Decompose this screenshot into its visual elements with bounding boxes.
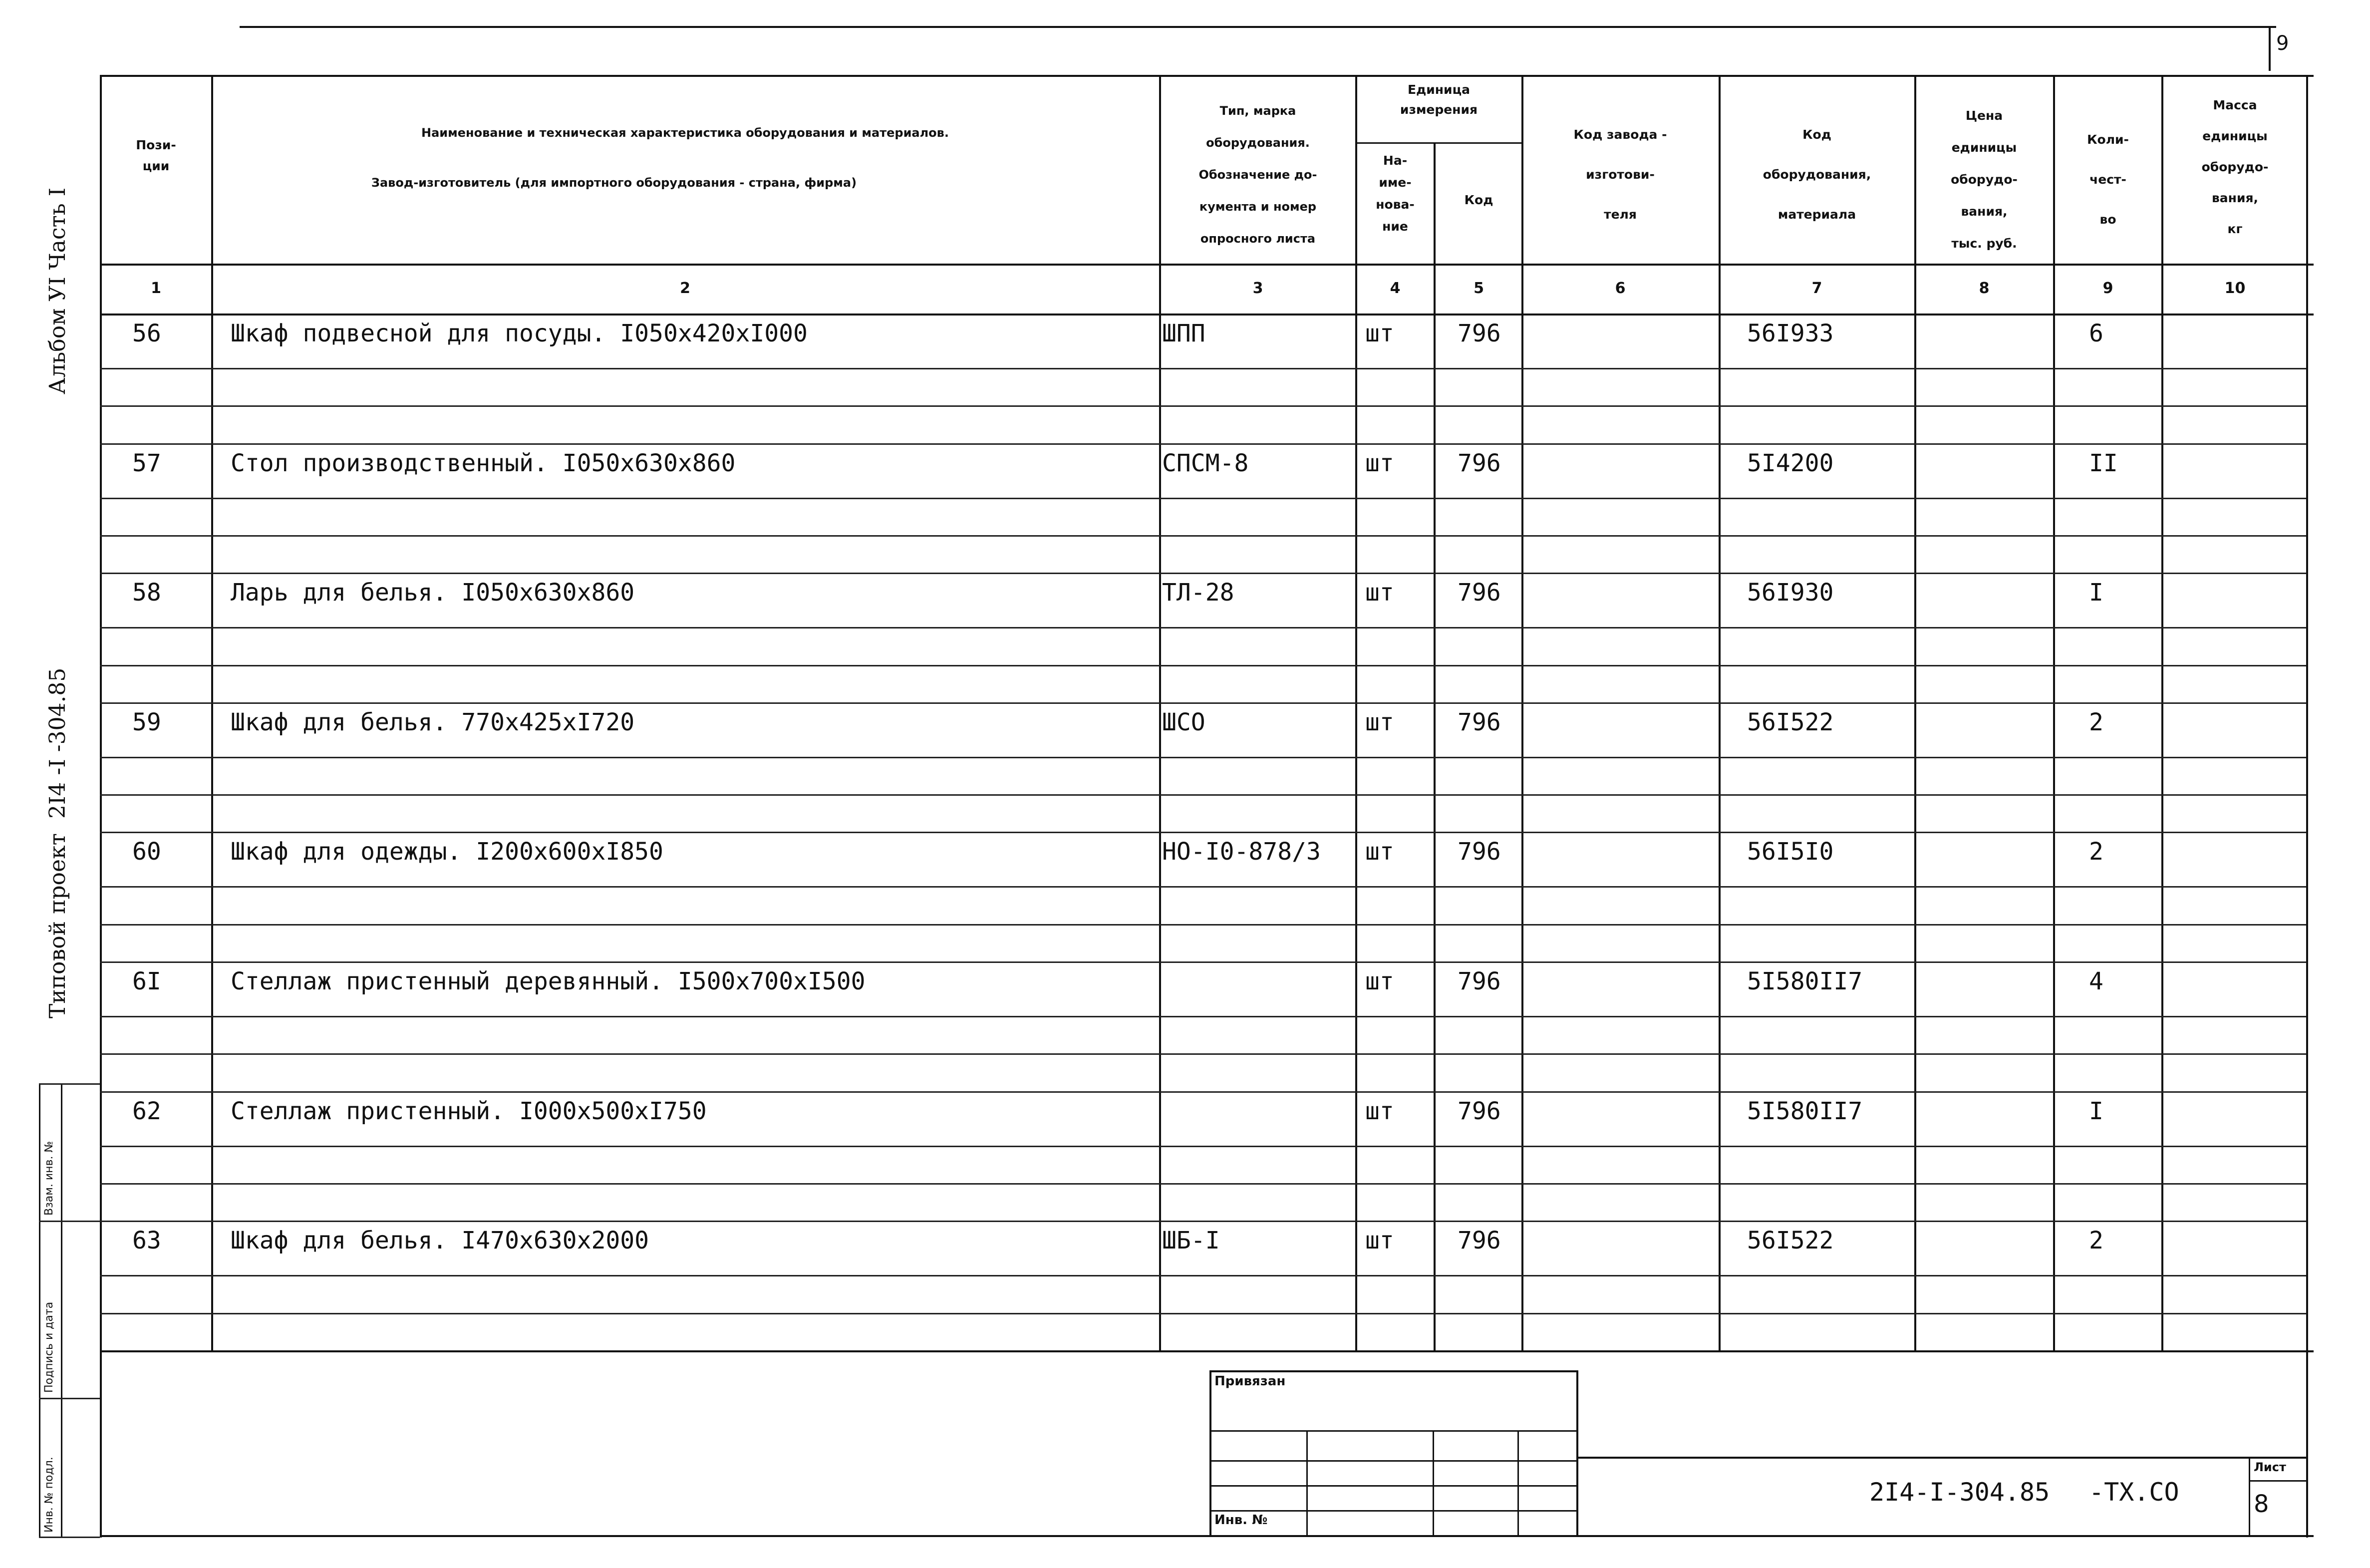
document-code: 2I4-I-304.85 (1869, 1478, 2050, 1507)
page-number: 9 (2276, 32, 2289, 55)
equipment-code-cell: 56I5I0 (1747, 838, 1834, 866)
position-cell: 62 (132, 1097, 161, 1125)
name-cell: Стеллаж пристенный. I000x500xI750 (231, 1097, 707, 1125)
title-line-1 (1209, 1430, 1576, 1432)
header-name-sub: Завод-изготовитель (для импортного оборудования - страна, фирма) (371, 176, 857, 190)
type-cell: СПСМ-8 (1162, 449, 1249, 477)
row-separator (100, 832, 2306, 833)
side-project-number: 2I4 -I -304.85 (45, 667, 70, 819)
unit-cell: шт (1365, 449, 1394, 477)
row-separator (100, 1275, 2306, 1276)
stamp-strip-bottom (39, 1537, 100, 1538)
title-right-border (1576, 1370, 1578, 1535)
type-cell: ТЛ-28 (1162, 579, 1234, 607)
header-price: Цена единицы оборудо- вания, тыс. руб. (1951, 108, 2018, 251)
row-separator (100, 405, 2306, 407)
header-name: Наименование и техническая характеристика оборудования и материалов. (421, 126, 949, 140)
unit-code-cell: 796 (1458, 967, 1501, 995)
col-divider-5 (1521, 75, 1523, 1350)
row-separator (100, 498, 2306, 499)
quantity-cell: I (2089, 1097, 2103, 1125)
unit-subheader-line (1355, 142, 1521, 144)
row-separator (100, 627, 2306, 628)
quantity-cell: 2 (2089, 708, 2103, 736)
title-col-2 (1433, 1430, 1434, 1535)
col-divider-1 (211, 75, 213, 1350)
type-cell: ШБ-I (1162, 1227, 1220, 1255)
title-line-4 (1209, 1510, 1576, 1512)
header-quantity: Коли- чест- во (2087, 132, 2129, 227)
table-bottom-border (100, 1350, 2314, 1352)
row-separator (100, 1313, 2306, 1314)
title-top-border (1209, 1370, 1576, 1372)
page-number-box-left (2269, 26, 2271, 71)
row-separator (100, 924, 2306, 926)
stamp-strip-mid (61, 1083, 62, 1538)
col-divider-9 (2161, 75, 2163, 1350)
row-separator (100, 1091, 2306, 1093)
colnum-8: 8 (1979, 280, 1990, 297)
type-cell: ШПП (1162, 319, 1205, 347)
unit-cell: шт (1365, 708, 1394, 736)
row-separator (100, 961, 2306, 963)
unit-code-cell: 796 (1458, 449, 1501, 477)
position-cell: 63 (132, 1227, 161, 1255)
colnum-5: 5 (1474, 280, 1484, 297)
quantity-cell: 2 (2089, 1227, 2103, 1255)
equipment-code-cell: 5I580II7 (1747, 967, 1863, 995)
unit-cell: шт (1365, 1097, 1394, 1125)
quantity-cell: II (2089, 449, 2118, 477)
sheet-label: Лист (2254, 1460, 2286, 1474)
row-separator (100, 794, 2306, 796)
unit-cell: шт (1365, 967, 1394, 995)
document-suffix: -ТХ.СО (2089, 1478, 2179, 1507)
colnum-2: 2 (680, 280, 690, 297)
header-unit-code: Код (1464, 193, 1493, 207)
name-cell: Стол производственный. I050x630x860 (231, 449, 736, 477)
name-cell: Шкаф для белья. 770x425xI720 (231, 708, 635, 736)
table-left-border (100, 75, 102, 1538)
stamp-strip-left (39, 1083, 40, 1538)
header-unit: Единица измерения (1400, 82, 1478, 117)
unit-code-cell: 796 (1458, 708, 1501, 736)
header-position: Пози- ции (136, 138, 176, 173)
unit-cell: шт (1365, 579, 1394, 607)
equipment-code-cell: 56I522 (1747, 1227, 1834, 1255)
row-separator (100, 886, 2306, 888)
header-equipment-code: Код оборудования, материала (1763, 127, 1871, 222)
top-decor-line (240, 26, 2276, 28)
type-cell: ШСО (1162, 708, 1205, 736)
position-cell: 58 (132, 579, 161, 607)
position-cell: 60 (132, 838, 161, 866)
header-mass: Масса единицы оборудо- вания, кг (2201, 98, 2269, 236)
name-cell: Шкаф для одежды. I200x600xI850 (231, 838, 663, 866)
row-separator (100, 368, 2306, 369)
quantity-cell: 4 (2089, 967, 2103, 995)
position-cell: 6I (132, 967, 161, 995)
name-cell: Шкаф подвесной для посуды. I050x420xI000 (231, 319, 808, 347)
side-album-label: Альбом УI Часть I (45, 187, 70, 394)
col-divider-3 (1355, 75, 1357, 1350)
title-line-3 (1209, 1485, 1576, 1487)
colnum-1: 1 (151, 280, 161, 297)
row-separator (100, 702, 2306, 704)
page-bottom-border (100, 1535, 2314, 1537)
colnum-bottom-border (100, 314, 2314, 315)
header-type: Тип, марка оборудования. Обозначение до- кумента и номер опросного листа (1198, 104, 1317, 246)
row-separator (100, 1016, 2306, 1017)
unit-cell: шт (1365, 1227, 1394, 1255)
row-separator (100, 535, 2306, 537)
equipment-code-cell: 5I4200 (1747, 449, 1834, 477)
col-divider-7 (1914, 75, 1916, 1350)
stamp-strip-top (39, 1083, 100, 1085)
title-col-1 (1306, 1430, 1308, 1535)
title-line-2 (1209, 1460, 1576, 1462)
quantity-cell: I (2089, 579, 2103, 607)
equipment-code-cell: 56I933 (1747, 319, 1834, 347)
col-divider-8 (2053, 75, 2055, 1350)
row-separator (100, 573, 2306, 574)
row-separator (100, 757, 2306, 758)
title-code-line (1576, 1457, 2306, 1459)
colnum-6: 6 (1615, 280, 1626, 297)
name-cell: Шкаф для белья. I470x630x2000 (231, 1227, 649, 1255)
position-cell: 59 (132, 708, 161, 736)
attached-label: Привязан (1214, 1374, 1286, 1389)
name-cell: Ларь для белья. I050x630x860 (231, 579, 635, 607)
equipment-code-cell: 5I580II7 (1747, 1097, 1863, 1125)
quantity-cell: 6 (2089, 319, 2103, 347)
unit-code-cell: 796 (1458, 1097, 1501, 1125)
title-col-3 (1517, 1430, 1519, 1535)
row-separator (100, 1053, 2306, 1055)
sheet-box-line (2249, 1480, 2306, 1482)
unit-code-cell: 796 (1458, 579, 1501, 607)
unit-code-cell: 796 (1458, 1227, 1501, 1255)
row-separator (100, 665, 2306, 666)
equipment-code-cell: 56I930 (1747, 579, 1834, 607)
row-separator (100, 1221, 2306, 1222)
col-divider-4 (1434, 142, 1436, 1350)
unit-code-cell: 796 (1458, 838, 1501, 866)
quantity-cell: 2 (2089, 838, 2103, 866)
colnum-3: 3 (1252, 280, 1263, 297)
name-cell: Стеллаж пристенный деревянный. I500x700xI500 (231, 967, 866, 995)
stamp-strip-sep1 (39, 1221, 100, 1222)
sheet-box-left (2249, 1457, 2250, 1535)
side-project-type: Типовой проект (45, 833, 70, 1018)
header-bottom-border (100, 264, 2314, 266)
unit-code-cell: 796 (1458, 319, 1501, 347)
unit-cell: шт (1365, 319, 1394, 347)
colnum-7: 7 (1811, 280, 1822, 297)
stamp-signature-date: Подпись и дата (43, 1301, 55, 1393)
row-separator (100, 1146, 2306, 1147)
colnum-10: 10 (2224, 280, 2246, 297)
col-divider-6 (1719, 75, 1721, 1350)
table-top-border (100, 75, 2314, 77)
position-cell: 57 (132, 449, 161, 477)
row-separator (100, 1183, 2306, 1185)
stamp-strip-sep2 (39, 1398, 100, 1399)
unit-cell: шт (1365, 838, 1394, 866)
inv-no-label: Инв. № (1214, 1513, 1268, 1528)
position-cell: 56 (132, 319, 161, 347)
stamp-replace-inv: Взам. инв. № (43, 1141, 55, 1216)
colnum-9: 9 (2102, 280, 2113, 297)
header-factory-code: Код завода - изготови- теля (1573, 127, 1667, 222)
colnum-4: 4 (1390, 280, 1401, 297)
stamp-inv-original: Инв. № подл. (43, 1457, 55, 1533)
col-divider-2 (1159, 75, 1161, 1350)
row-separator (100, 443, 2306, 445)
header-unit-name: На- име- нова- ние (1376, 153, 1415, 234)
sheet-number: 8 (2254, 1490, 2269, 1518)
table-right-border (2306, 75, 2308, 1538)
equipment-code-cell: 56I522 (1747, 708, 1834, 736)
type-cell: НО-I0-878/3 (1162, 838, 1321, 866)
